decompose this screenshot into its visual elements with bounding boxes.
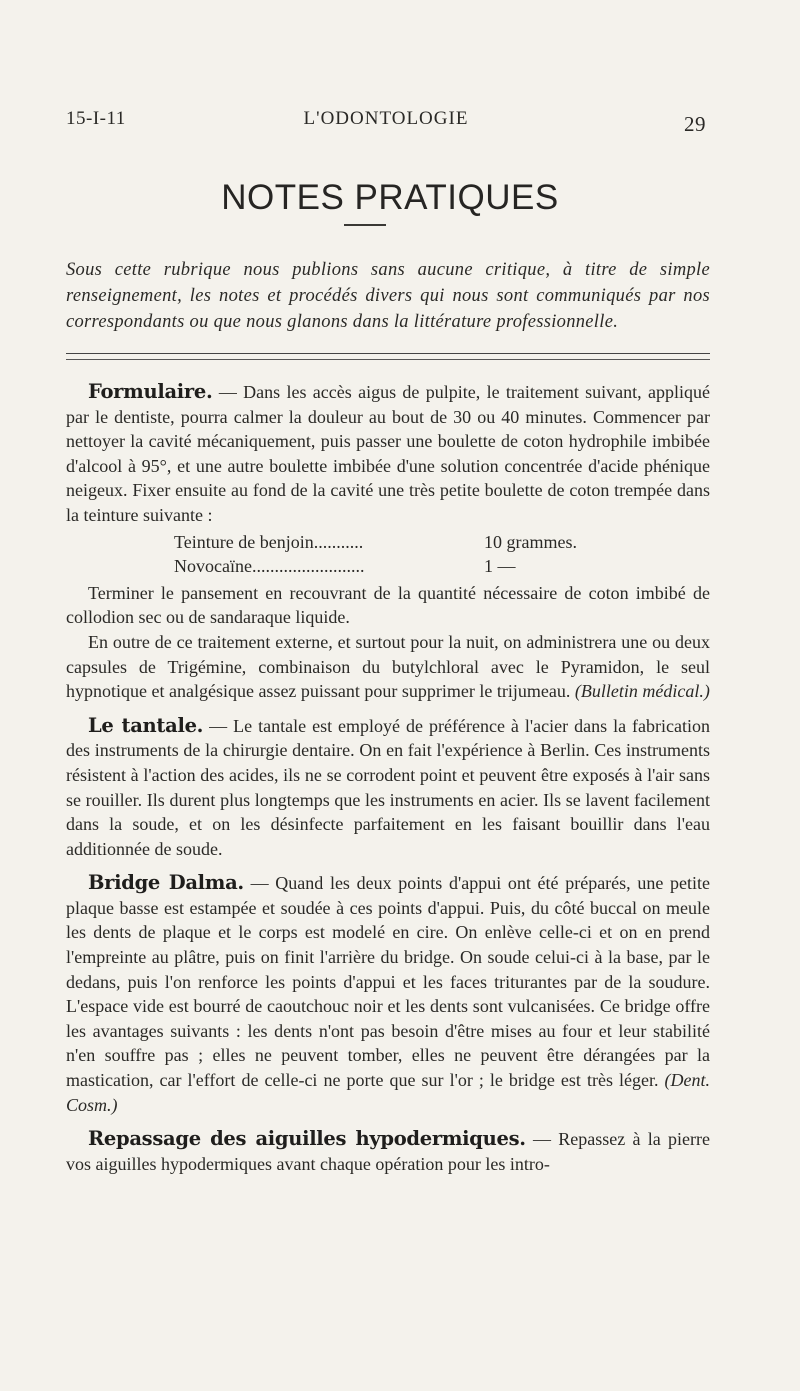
page-number: 29 (684, 112, 706, 136)
formulaire-paragraph-2: Terminer le pansement en recouvrant de la quantité nécessaire de coton imbibé de collodion sec ou de sandaraque liquide. (66, 582, 710, 628)
section-title: NOTES PRATIQUES (221, 178, 559, 217)
formulaire-paragraph-3 (66, 630, 710, 704)
formulaire-paragraph (66, 380, 710, 528)
bridge-paragraph (66, 871, 710, 1117)
formulaire-heading: Formulaire. (88, 380, 213, 403)
repassage-heading: Repassage des aiguilles hypodermiques. (88, 1127, 526, 1151)
issue-date: 15-I-11 (66, 108, 126, 129)
tantale-text: — Le tantale est employé de préférence à l'acier dans la fabrication des instruments de la chirurgie dentaire. On en fait l'expérience à Berlin. Ces instruments résistent à l'action des acides, ils ne se corrodent point et peuvent être exposés à l'air sans se rouiller. Ils durent plus longtemps que les instruments en acier. Ils se lavent facilement dans la soude, et on les désinfecte parfaitement en les faisant bouillir dans l'eau additionnée de soude. (66, 715, 711, 859)
bridge-heading: Bridge Dalma. (88, 871, 244, 895)
ingredient-name: Novocaïne......................... (174, 556, 365, 577)
bridge-text: — Quand les deux points d'appui ont été préparés, une petite plaque basse est estampée et soudée à ces points d'appui. Puis, du côté buccal on meule les dents de plaque et le corps est modelé en cire. On enlève celle-ci et on en prend l'empreinte au plâtre, puis on finit l'arrière du bridge. On soude celui-ci à la base, par le dedans, puis l'on renforce les points d'appui et les faces triturantes par de la soudure. L'espace vide est bourré de caoutchouc noir et les dents sont vulcanisées. Ce bridge offre les avantages suivants : les dents n'ont pas besoin d'être mises au four et leur stabilité n'en souffre pas ; elles ne peuvent tomber, elles ne peuvent être dérangées par la mastication, car l'effort de celle-ci ne porte que sur l'or ; le bridge est très léger. (66, 873, 710, 1091)
formulaire-text-3: En outre de ce traitement externe, et surtout pour la nuit, on administrera une ou deux capsules de Trigémine, combinaison du butylchloral avec le Pyramidon, le seul hypnotique et analgésique assez puissant pour supprimer le trijumeau. (66, 631, 710, 702)
section-divider (66, 353, 710, 360)
formulaire-source: (Bulletin médical.) (574, 681, 710, 702)
ingredient-quantity: 1 — (484, 556, 516, 577)
formula-row (174, 530, 594, 555)
article-body (66, 380, 710, 1176)
bridge-source: (Dent. Cosm.) (66, 1070, 710, 1115)
formula-row (174, 554, 594, 579)
repassage-text: — Repassez à la pierre vos aiguilles hypodermiques avant chaque opération pour les intro- (66, 1129, 710, 1174)
formulaire-text: — Dans les accès aigus de pulpite, le traitement suivant, appliqué par le dentiste, pourra calmer la douleur au bout de 30 ou 40 minutes. Commencer par nettoyer la cavité mécaniquement, puis passer une boulette de coton hydrophile imbibée d'alcool à 95°, et une autre boulette imbibée d'une solution concentrée d'acide phénique neigeux. Fixer ensuite au fond de la cavité une très petite boulette de coton trempée dans la teinture suivante : (66, 382, 710, 525)
tantale-heading: Le tantale. (88, 713, 204, 737)
title-underline (344, 224, 386, 226)
ingredient-quantity: 10 grammes. (484, 531, 577, 552)
formula-table (174, 530, 594, 579)
repassage-paragraph (66, 1127, 710, 1176)
journal-name: L'ODONTOLOGIE (303, 108, 469, 129)
running-head (66, 108, 706, 138)
section-intro: Sous cette rubrique nous publions sans aucune critique, à titre de simple renseignement, les notes et procédés divers qui nous sont communiqués par nos correspondants ou que nous glanons dans la littérature professionnelle. (66, 259, 710, 332)
tantale-paragraph (66, 714, 710, 862)
ingredient-name: Teinture de benjoin........... (174, 531, 364, 552)
